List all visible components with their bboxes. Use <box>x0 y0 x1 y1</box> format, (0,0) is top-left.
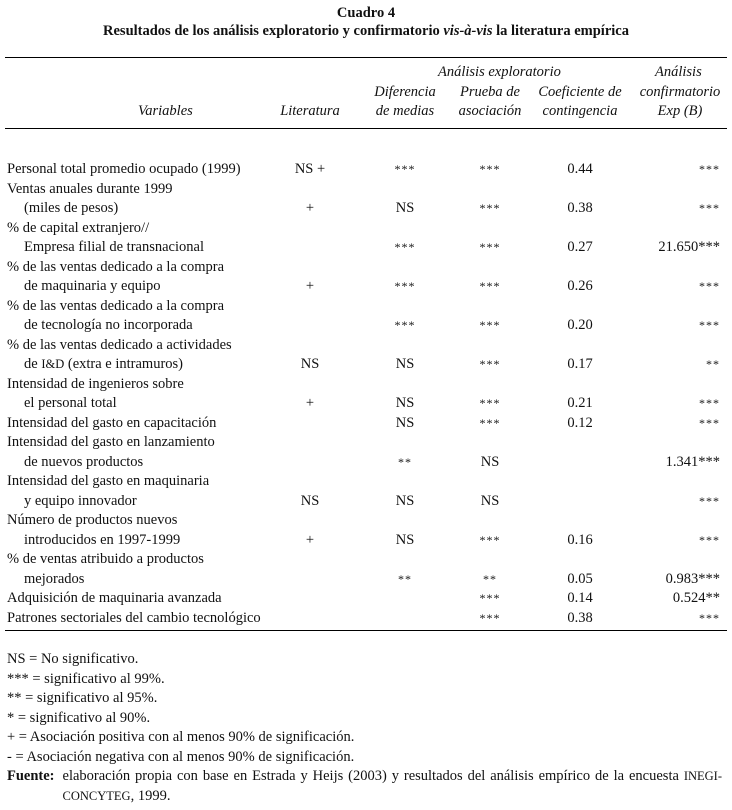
cell-lit: + <box>305 395 315 411</box>
cell-lit: + <box>305 278 315 294</box>
cell-prueba: *** <box>479 279 501 293</box>
variable-label: de tecnología no incorporada <box>24 317 193 333</box>
header-confirmatorio-2: confirmatorio <box>639 84 721 100</box>
header-literatura: Literatura <box>280 103 340 119</box>
source-text: elaboración propia con base en Estrada y Heijs (2003) y resultados del análisis empírico de la encuesta INEGI-CONCYTEG, 1999. <box>62 768 722 804</box>
variable-label: % de las ventas dedicado a actividades <box>7 336 232 353</box>
note-95: ** = significativo al 95%. <box>7 690 158 706</box>
variable-label: introducidos en 1997-1999 <box>24 531 181 548</box>
variable-label: Intensidad del gasto en capacitación <box>7 414 217 431</box>
header-coef-1: Coeficiente de <box>538 84 622 100</box>
table-number: Cuadro 4 <box>336 5 396 21</box>
header-diferencia-1: Diferencia <box>374 84 436 100</box>
cell-exp: 0.983*** <box>665 570 720 587</box>
cell-dif: NS <box>395 531 415 548</box>
cell-dif: *** <box>394 162 416 176</box>
title-italic: vis-à-vis <box>443 23 493 39</box>
variable-label: Adquisición de maquinaria avanzada <box>7 590 222 606</box>
variable-label: Patrones sectoriales del cambio tecnológico <box>7 609 261 626</box>
note-positive: + = Asociación positiva con al menos 90% de significación. <box>7 729 355 745</box>
cell-prueba: NS <box>480 453 500 470</box>
cell-lit: NS + <box>294 161 326 177</box>
note-90: * = significativo al 90%. <box>7 709 151 726</box>
cell-prueba: *** <box>479 415 501 430</box>
cell-coef: 0.21 <box>567 395 593 411</box>
note-negative: - = Asociación negativa con al menos 90% de significación. <box>7 748 355 765</box>
cell-exp: 0.524** <box>672 590 720 606</box>
cell-dif: *** <box>394 279 416 293</box>
cell-prueba: ** <box>483 571 497 586</box>
notes <box>7 650 722 806</box>
variable-label: Personal total promedio ocupado (1999) <box>7 161 241 177</box>
cell-prueba: *** <box>479 162 501 176</box>
cell-prueba: *** <box>479 201 501 215</box>
variable-label: Ventas anuales durante 1999 <box>7 180 173 197</box>
cell-exp: *** <box>699 279 720 293</box>
note-ns: NS = No significativo. <box>7 651 139 667</box>
table-title <box>0 23 732 40</box>
cell-exp: 1.341*** <box>665 453 720 470</box>
cell-prueba: *** <box>479 357 501 371</box>
cell-coef: 0.16 <box>567 531 593 548</box>
top-rule <box>5 57 727 58</box>
cell-coef: 0.14 <box>567 590 593 606</box>
cell-coef: 0.05 <box>567 570 593 587</box>
variable-label: Intensidad del gasto en maquinaria <box>7 473 210 489</box>
cell-exp: *** <box>699 162 720 176</box>
cell-dif: NS <box>395 200 415 216</box>
cell-coef: 0.27 <box>567 239 593 255</box>
header-coef-2: contingencia <box>542 103 618 119</box>
cell-exp: *** <box>699 415 720 430</box>
header-confirmatorio-1: Análisis <box>655 64 702 80</box>
cell-exp: 21.650*** <box>658 239 720 255</box>
cell-dif: NS <box>395 356 415 372</box>
cell-exp: ** <box>706 357 720 371</box>
cell-exp: *** <box>699 610 720 625</box>
cell-lit: NS <box>300 492 320 509</box>
cell-dif: *** <box>394 240 416 254</box>
variable-label: Empresa filial de transnacional <box>24 239 204 255</box>
header-prueba-1: Prueba de <box>460 84 520 100</box>
variable-label: de nuevos productos <box>24 453 144 470</box>
cell-exp: *** <box>699 532 720 547</box>
variable-label: % de las ventas dedicado a la compra <box>7 258 225 275</box>
variable-label: Intensidad del gasto en lanzamiento <box>7 434 215 450</box>
cell-lit: + <box>305 531 315 548</box>
cell-prueba: *** <box>479 240 501 254</box>
cell-dif: ** <box>398 454 412 469</box>
cell-prueba: NS <box>480 492 500 509</box>
variable-label: mejorados <box>24 570 85 587</box>
cell-coef: 0.44 <box>567 161 593 177</box>
cell-coef: 0.26 <box>567 278 593 294</box>
cell-dif: *** <box>394 318 416 332</box>
cell-coef: 0.38 <box>567 200 593 216</box>
note-99: *** = significativo al 99%. <box>7 670 165 687</box>
variable-label: de maquinaria y equipo <box>24 278 161 294</box>
variable-label: el personal total <box>24 395 117 411</box>
bottom-rule <box>5 630 727 631</box>
cell-dif: NS <box>395 414 415 431</box>
cell-exp: *** <box>699 201 720 215</box>
cell-coef: 0.12 <box>567 414 593 431</box>
source-label: Fuente: <box>7 768 55 784</box>
variable-label: % de capital extranjero// <box>7 219 150 236</box>
header-diferencia-2: de medias <box>375 103 435 119</box>
variable-label: de I&D (extra e intramuros) <box>24 356 184 372</box>
variable-label: % de las ventas dedicado a la compra <box>7 297 225 314</box>
cell-lit: NS <box>300 356 320 372</box>
cell-prueba: *** <box>479 318 501 332</box>
cell-coef: 0.20 <box>567 317 593 333</box>
cell-exp: *** <box>699 396 720 410</box>
header-exploratorio: Análisis exploratorio <box>438 64 561 80</box>
cell-exp: *** <box>699 318 720 332</box>
variable-label: (miles de pesos) <box>24 200 119 216</box>
cell-prueba: *** <box>479 532 501 547</box>
header-variables: Variables <box>138 103 193 119</box>
source-note <box>7 767 722 806</box>
variable-label: y equipo innovador <box>24 492 137 509</box>
cell-exp: *** <box>699 493 720 508</box>
cell-dif: NS <box>395 395 415 411</box>
header-prueba-2: asociación <box>458 103 522 119</box>
header-rule <box>5 128 727 129</box>
header-confirmatorio-3: Exp (B) <box>657 103 703 119</box>
cell-prueba: *** <box>479 396 501 410</box>
variable-label: Intensidad de ingenieros sobre <box>7 375 184 392</box>
title-part-1: Resultados de los análisis exploratorio y confirmatorio <box>103 23 444 39</box>
cell-dif: NS <box>395 492 415 509</box>
cell-dif: ** <box>398 571 412 586</box>
cell-lit: + <box>305 200 315 216</box>
title-part-2: la literatura empírica <box>492 23 629 39</box>
cell-coef: 0.38 <box>567 609 593 626</box>
variable-label: Número de productos nuevos <box>7 512 178 528</box>
variable-label: % de ventas atribuido a productos <box>7 551 204 567</box>
cell-prueba: *** <box>479 610 501 625</box>
cell-prueba: *** <box>479 591 501 605</box>
cell-coef: 0.17 <box>567 356 593 372</box>
